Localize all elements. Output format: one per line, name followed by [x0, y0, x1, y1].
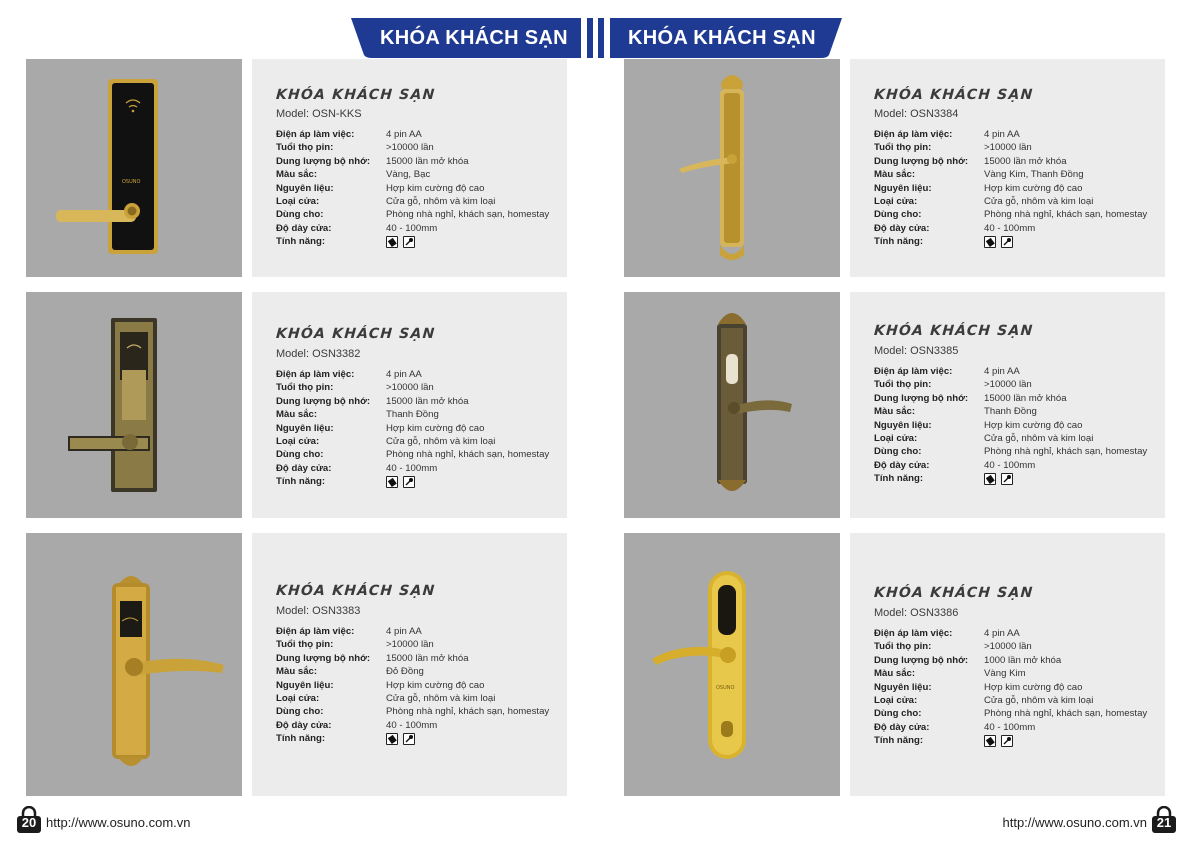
- spec-row-memory: [874, 155, 1174, 168]
- product-title: KHÓA KHÁCH SẠN: [275, 87, 437, 103]
- spec-label: Loại cửa:: [874, 195, 918, 207]
- spec-value: >10000 lần: [386, 382, 434, 394]
- spec-label: Nguyên liệu:: [874, 681, 932, 693]
- spec-value: Phòng nhà nghỉ, khách sạn, homestay: [984, 446, 1148, 458]
- product-info-osn3382: [252, 292, 567, 518]
- spec-label: Điện áp làm việc:: [874, 628, 953, 639]
- product-model: Model: OSN3383: [276, 605, 361, 617]
- spec-value: Cửa gỗ, nhôm và kim loại: [984, 694, 1094, 706]
- feature-icons: [984, 236, 1013, 248]
- spec-label: Tính năng:: [276, 236, 326, 248]
- spec-label: Màu sắc:: [276, 169, 318, 181]
- feature-icons: [984, 735, 1013, 747]
- spec-value: Hợp kim cường độ cao: [386, 182, 485, 194]
- spec-label: Màu sắc:: [874, 406, 916, 418]
- spec-label: Độ dày cửa:: [874, 459, 930, 471]
- spec-label: Màu sắc:: [874, 169, 916, 181]
- lock-image: [624, 59, 840, 277]
- page-number-right: 21: [1156, 815, 1172, 830]
- product-model: Model: OSN3384: [874, 108, 959, 120]
- spec-value: >10000 lần: [386, 639, 434, 651]
- spec-value: Cửa gỗ, nhôm và kim loại: [984, 195, 1094, 207]
- spec-value: Cửa gỗ, nhôm và kim loại: [386, 692, 496, 704]
- spec-label: Dung lượng bộ nhớ:: [276, 155, 371, 167]
- spec-value: Thanh Đồng: [984, 406, 1037, 418]
- spec-value: 15000 lần mở khóa: [386, 395, 469, 407]
- product-model: Model: OSN-KKS: [276, 108, 362, 120]
- product-image-osn3385: [624, 292, 840, 518]
- spec-value: 40 - 100mm: [386, 222, 438, 234]
- spec-label: Độ dày cửa:: [276, 719, 332, 731]
- spec-value: 4 pin AA: [984, 129, 1020, 140]
- spec-label: Tuổi thọ pin:: [276, 639, 334, 651]
- spec-value: 4 pin AA: [386, 129, 422, 140]
- key-icon: [1001, 236, 1013, 248]
- spec-row-color: [874, 405, 1174, 418]
- lock-image: [26, 292, 242, 518]
- spec-label: Loại cửa:: [874, 432, 918, 444]
- lock-image: [624, 533, 840, 796]
- spec-value: 40 - 100mm: [386, 462, 438, 474]
- spec-row-battery: [874, 378, 1174, 391]
- spec-label: Tuổi thọ pin:: [874, 142, 932, 154]
- spec-label: Độ dày cửa:: [276, 222, 332, 234]
- spec-row-material: [276, 679, 576, 692]
- spec-label: Loại cửa:: [874, 694, 918, 706]
- spec-row-material: [874, 681, 1174, 694]
- spec-row-material: [874, 182, 1174, 195]
- spec-label: Loại cửa:: [276, 195, 320, 207]
- spec-row-voltage: [874, 627, 1174, 640]
- spec-label: Dung lượng bộ nhớ:: [874, 654, 969, 666]
- website-link-left[interactable]: http://www.osuno.com.vn: [46, 815, 191, 830]
- spec-row-voltage: [874, 365, 1174, 378]
- spec-row-use: [276, 208, 576, 221]
- spec-row-battery: [276, 638, 576, 651]
- spec-row-use: [276, 705, 576, 718]
- spec-value: 15000 lần mở khóa: [386, 652, 469, 664]
- spec-label: Dùng cho:: [276, 449, 324, 461]
- product-title: KHÓA KHÁCH SẠN: [873, 87, 1035, 103]
- spec-row-use: [276, 448, 576, 461]
- spec-row-features: [276, 235, 576, 248]
- spec-list: [874, 128, 1174, 249]
- feature-icons: [386, 476, 415, 488]
- spec-value: 4 pin AA: [984, 628, 1020, 639]
- spec-row-color: [276, 665, 576, 678]
- spec-value: Thanh Đồng: [386, 409, 439, 421]
- product-image-osn3384: [624, 59, 840, 277]
- spec-value: Cửa gỗ, nhôm và kim loại: [984, 432, 1094, 444]
- spec-label: Màu sắc:: [874, 668, 916, 680]
- spec-value: Vàng Kim, Thanh Đồng: [984, 169, 1084, 181]
- spec-row-battery: [874, 640, 1174, 653]
- spec-label: Nguyên liệu:: [874, 419, 932, 431]
- spec-value: >10000 lần: [386, 142, 434, 154]
- spec-label: Tuổi thọ pin:: [874, 641, 932, 653]
- spec-row-battery: [276, 381, 576, 394]
- spec-row-battery: [276, 141, 576, 154]
- spec-value: 1000 lần mở khóa: [984, 654, 1062, 666]
- spec-row-material: [276, 182, 576, 195]
- product-title: KHÓA KHÁCH SẠN: [275, 583, 437, 599]
- spec-value: >10000 lần: [984, 379, 1032, 391]
- spec-label: Nguyên liệu:: [276, 679, 334, 691]
- spec-label: Tính năng:: [276, 733, 326, 745]
- header-title-right: KHÓA KHÁCH SẠN: [628, 27, 816, 49]
- spec-label: Độ dày cửa:: [276, 462, 332, 474]
- spec-label: Màu sắc:: [276, 409, 318, 421]
- spec-value: Vàng, Bạc: [386, 169, 431, 181]
- spec-label: Dung lượng bộ nhớ:: [276, 652, 371, 664]
- spec-row-features: [874, 235, 1174, 248]
- spec-row-door: [874, 195, 1174, 208]
- spec-row-battery: [874, 141, 1174, 154]
- feature-icons: [984, 473, 1013, 485]
- spec-label: Nguyên liệu:: [276, 422, 334, 434]
- key-icon: [1001, 473, 1013, 485]
- spec-value: 40 - 100mm: [984, 459, 1036, 471]
- spec-label: Tính năng:: [276, 476, 326, 488]
- card-icon: [984, 735, 996, 747]
- svg-text:OSUNO: OSUNO: [716, 685, 735, 691]
- spec-label: Loại cửa:: [276, 435, 320, 447]
- spec-row-features: [276, 475, 576, 488]
- product-image-osn3386: [624, 533, 840, 796]
- product-info-osn-kks: [252, 59, 567, 277]
- spec-row-memory: [276, 652, 576, 665]
- spec-label: Dùng cho:: [276, 706, 324, 718]
- spec-row-use: [874, 707, 1174, 720]
- spec-row-thickness: [874, 459, 1174, 472]
- header-title-left: KHÓA KHÁCH SẠN: [380, 27, 568, 49]
- card-icon: [386, 733, 398, 745]
- lock-image: [26, 59, 242, 277]
- spec-row-memory: [276, 395, 576, 408]
- spec-value: Phòng nhà nghỉ, khách sạn, homestay: [386, 449, 550, 461]
- spec-row-door: [276, 195, 576, 208]
- spec-row-door: [276, 435, 576, 448]
- spec-row-voltage: [276, 368, 576, 381]
- spec-value: Cửa gỗ, nhôm và kim loại: [386, 435, 496, 447]
- spec-value: 15000 lần mở khóa: [984, 155, 1067, 167]
- spec-label: Tuổi thọ pin:: [874, 379, 932, 391]
- product-info-osn3385: [850, 292, 1165, 518]
- spec-row-color: [874, 667, 1174, 680]
- product-image-osn3382: [26, 292, 242, 518]
- spec-row-features: [276, 732, 576, 745]
- spec-label: Dùng cho:: [874, 446, 922, 458]
- spec-row-memory: [874, 654, 1174, 667]
- spec-row-voltage: [276, 128, 576, 141]
- spec-label: Tuổi thọ pin:: [276, 142, 334, 154]
- spec-label: Độ dày cửa:: [874, 222, 930, 234]
- spec-label: Dùng cho:: [874, 708, 922, 720]
- spec-row-door: [874, 432, 1174, 445]
- spec-label: Tính năng:: [874, 735, 924, 747]
- spec-value: >10000 lần: [984, 142, 1032, 154]
- spec-row-color: [276, 168, 576, 181]
- spec-label: Loại cửa:: [276, 692, 320, 704]
- spec-label: Dung lượng bộ nhớ:: [874, 155, 969, 167]
- key-icon: [403, 733, 415, 745]
- svg-text:OSUNO: OSUNO: [122, 179, 141, 185]
- spec-list: [276, 128, 576, 249]
- key-icon: [403, 236, 415, 248]
- key-icon: [403, 476, 415, 488]
- spec-row-door: [276, 692, 576, 705]
- spec-label: Dung lượng bộ nhớ:: [276, 395, 371, 407]
- spec-value: Hợp kim cường độ cao: [386, 422, 485, 434]
- spec-value: 4 pin AA: [386, 369, 422, 380]
- spec-value: Hợp kim cường độ cao: [984, 681, 1083, 693]
- spec-row-door: [874, 694, 1174, 707]
- spec-value: Hợp kim cường độ cao: [386, 679, 485, 691]
- spec-row-thickness: [276, 222, 576, 235]
- spec-value: >10000 lần: [984, 641, 1032, 653]
- spec-row-material: [874, 419, 1174, 432]
- spec-row-memory: [276, 155, 576, 168]
- lock-image: [624, 292, 840, 518]
- spec-label: Tính năng:: [874, 236, 924, 248]
- spec-value: 15000 lần mở khóa: [984, 392, 1067, 404]
- product-title: KHÓA KHÁCH SẠN: [275, 326, 437, 342]
- spec-row-color: [874, 168, 1174, 181]
- spec-row-thickness: [874, 721, 1174, 734]
- spec-label: Tuổi thọ pin:: [276, 382, 334, 394]
- product-info-osn3383: [252, 533, 567, 796]
- footer-right: [987, 806, 1177, 832]
- spec-value: Hợp kim cường độ cao: [984, 182, 1083, 194]
- card-icon: [984, 236, 996, 248]
- product-title: KHÓA KHÁCH SẠN: [873, 323, 1035, 339]
- spec-value: 4 pin AA: [984, 366, 1020, 377]
- page-number-left: 20: [21, 815, 37, 830]
- spec-value: Phòng nhà nghỉ, khách sạn, homestay: [984, 708, 1148, 720]
- product-model: Model: OSN3385: [874, 345, 959, 357]
- card-icon: [386, 476, 398, 488]
- spec-row-features: [874, 472, 1174, 485]
- product-image-osn-kks: [26, 59, 242, 277]
- spec-row-thickness: [276, 462, 576, 475]
- spec-label: Màu sắc:: [276, 666, 318, 678]
- spec-value: 40 - 100mm: [984, 721, 1036, 733]
- spec-row-use: [874, 445, 1174, 458]
- spec-list: [874, 365, 1174, 486]
- spec-label: Điện áp làm việc:: [874, 366, 953, 377]
- product-image-osn3383: [26, 533, 242, 796]
- product-model: Model: OSN3386: [874, 607, 959, 619]
- website-link-right[interactable]: http://www.osuno.com.vn: [1002, 815, 1147, 830]
- spec-label: Nguyên liệu:: [874, 182, 932, 194]
- spec-label: Tính năng:: [874, 473, 924, 485]
- feature-icons: [386, 236, 415, 248]
- product-model: Model: OSN3382: [276, 348, 361, 360]
- spec-row-voltage: [874, 128, 1174, 141]
- spec-row-color: [276, 408, 576, 421]
- spec-row-voltage: [276, 625, 576, 638]
- spec-value: 40 - 100mm: [984, 222, 1036, 234]
- feature-icons: [386, 733, 415, 745]
- spec-value: Đỏ Đồng: [386, 666, 424, 678]
- spec-label: Dung lượng bộ nhớ:: [874, 392, 969, 404]
- product-info-osn3386: [850, 533, 1165, 796]
- spec-row-features: [874, 734, 1174, 747]
- spec-label: Điện áp làm việc:: [276, 369, 355, 380]
- spec-label: Độ dày cửa:: [874, 721, 930, 733]
- product-info-osn3384: [850, 59, 1165, 277]
- spec-row-memory: [874, 392, 1174, 405]
- spec-list: [276, 368, 576, 489]
- spec-list: [874, 627, 1174, 748]
- spec-value: Cửa gỗ, nhôm và kim loại: [386, 195, 496, 207]
- spec-row-material: [276, 422, 576, 435]
- spec-label: Điện áp làm việc:: [276, 129, 355, 140]
- spec-value: Phòng nhà nghỉ, khách sạn, homestay: [984, 209, 1148, 221]
- spec-row-thickness: [276, 719, 576, 732]
- spec-value: Phòng nhà nghỉ, khách sạn, homestay: [386, 209, 550, 221]
- spec-row-thickness: [874, 222, 1174, 235]
- spec-value: Vàng Kim: [984, 668, 1026, 680]
- spec-value: Phòng nhà nghỉ, khách sạn, homestay: [386, 706, 550, 718]
- spec-value: 40 - 100mm: [386, 719, 438, 731]
- spec-label: Điện áp làm việc:: [874, 129, 953, 140]
- product-title: KHÓA KHÁCH SẠN: [873, 585, 1035, 601]
- header-banner: [351, 18, 842, 58]
- spec-value: 4 pin AA: [386, 626, 422, 637]
- spec-list: [276, 625, 576, 746]
- spec-value: Hợp kim cường độ cao: [984, 419, 1083, 431]
- card-icon: [984, 473, 996, 485]
- spec-label: Điện áp làm việc:: [276, 626, 355, 637]
- lock-image: [26, 533, 242, 796]
- spec-label: Dùng cho:: [874, 209, 922, 221]
- key-icon: [1001, 735, 1013, 747]
- spec-value: 15000 lần mở khóa: [386, 155, 469, 167]
- spec-row-use: [874, 208, 1174, 221]
- card-icon: [386, 236, 398, 248]
- spec-label: Nguyên liệu:: [276, 182, 334, 194]
- spec-label: Dùng cho:: [276, 209, 324, 221]
